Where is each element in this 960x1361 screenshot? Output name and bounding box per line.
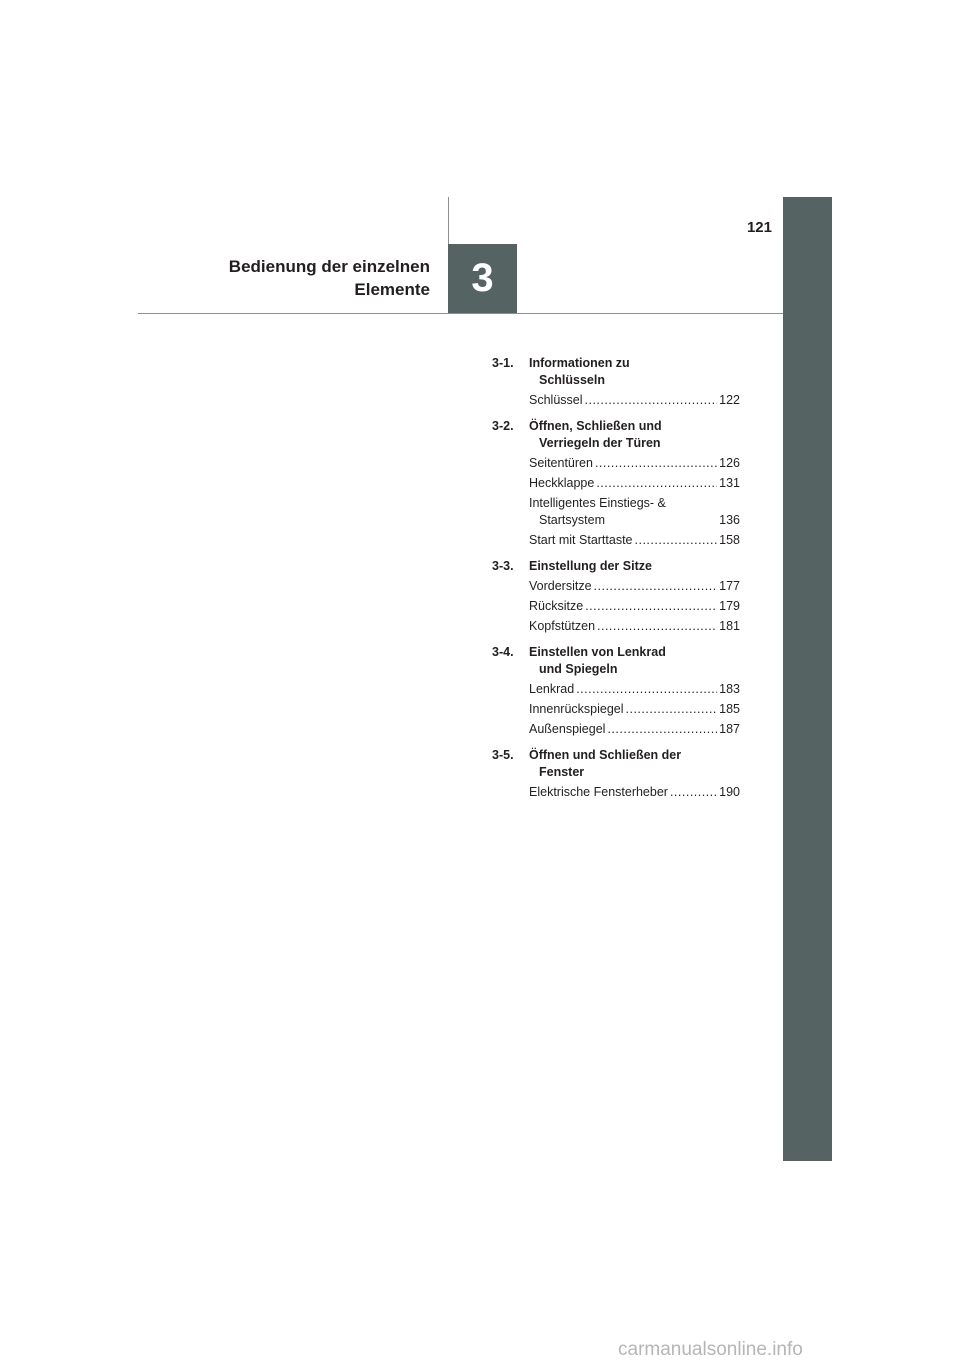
toc-section-3-4[interactable] (492, 644, 740, 678)
section-title: Öffnen und Schließen der Fenster (529, 748, 682, 779)
toc-entry[interactable]: Rücksitze ..... 179 (529, 598, 740, 615)
header-vertical-rule (448, 197, 449, 244)
toc-entry[interactable]: Außenspiegel ..... 187 (529, 721, 740, 738)
toc-entry[interactable]: Elektrische Fensterheber ..... 190 (529, 784, 740, 801)
toc-entry[interactable]: Kopfstützen ..... 181 (529, 618, 740, 635)
section-number: 3-1. (492, 356, 514, 370)
toc-entry[interactable]: Innenrückspiegel ..... 185 (529, 701, 740, 718)
section-title: Einstellung der Sitze (529, 559, 652, 573)
section-title: Einstellen von Lenkrad und Spiegeln (529, 645, 666, 676)
page-number: 121 (746, 219, 772, 236)
chapter-number-badge: 3 (448, 244, 517, 313)
chapter-title-line1: Bedienung der einzelnen (228, 257, 430, 276)
toc-entry[interactable]: Intelligentes Einstiegs- & Startsystem 136 (529, 496, 740, 527)
section-number: 3-4. (492, 645, 514, 659)
section-number: 3-5. (492, 748, 514, 762)
toc-entry[interactable]: Lenkrad ..... 183 (529, 681, 740, 698)
header-horizontal-rule (138, 313, 783, 314)
section-number: 3-2. (492, 419, 514, 433)
table-of-contents (492, 355, 740, 801)
chapter-side-tab (783, 197, 832, 1161)
section-title: Öffnen, Schließen und Verriegeln der Türen (529, 419, 662, 450)
toc-entry[interactable]: Vordersitze ..... 177 (529, 578, 740, 595)
section-title: Informationen zu Schlüsseln (529, 356, 630, 387)
toc-entry[interactable]: Heckklappe ..... 131 (529, 475, 740, 492)
toc-section-3-1[interactable] (492, 355, 740, 389)
section-number: 3-3. (492, 559, 514, 573)
chapter-title-line2: Elemente (354, 280, 430, 299)
toc-section-3-5[interactable] (492, 747, 740, 781)
toc-section-3-3[interactable] (492, 558, 740, 575)
toc-entry[interactable]: Start mit Starttaste ..... 158 (529, 532, 740, 549)
toc-entry[interactable]: Seitentüren ..... 126 (529, 455, 740, 472)
chapter-title (229, 255, 430, 301)
watermark-text: carmanualsonline.info (618, 1339, 803, 1360)
toc-section-3-2[interactable] (492, 418, 740, 452)
toc-entry[interactable]: Schlüssel ..... 122 (529, 392, 740, 409)
